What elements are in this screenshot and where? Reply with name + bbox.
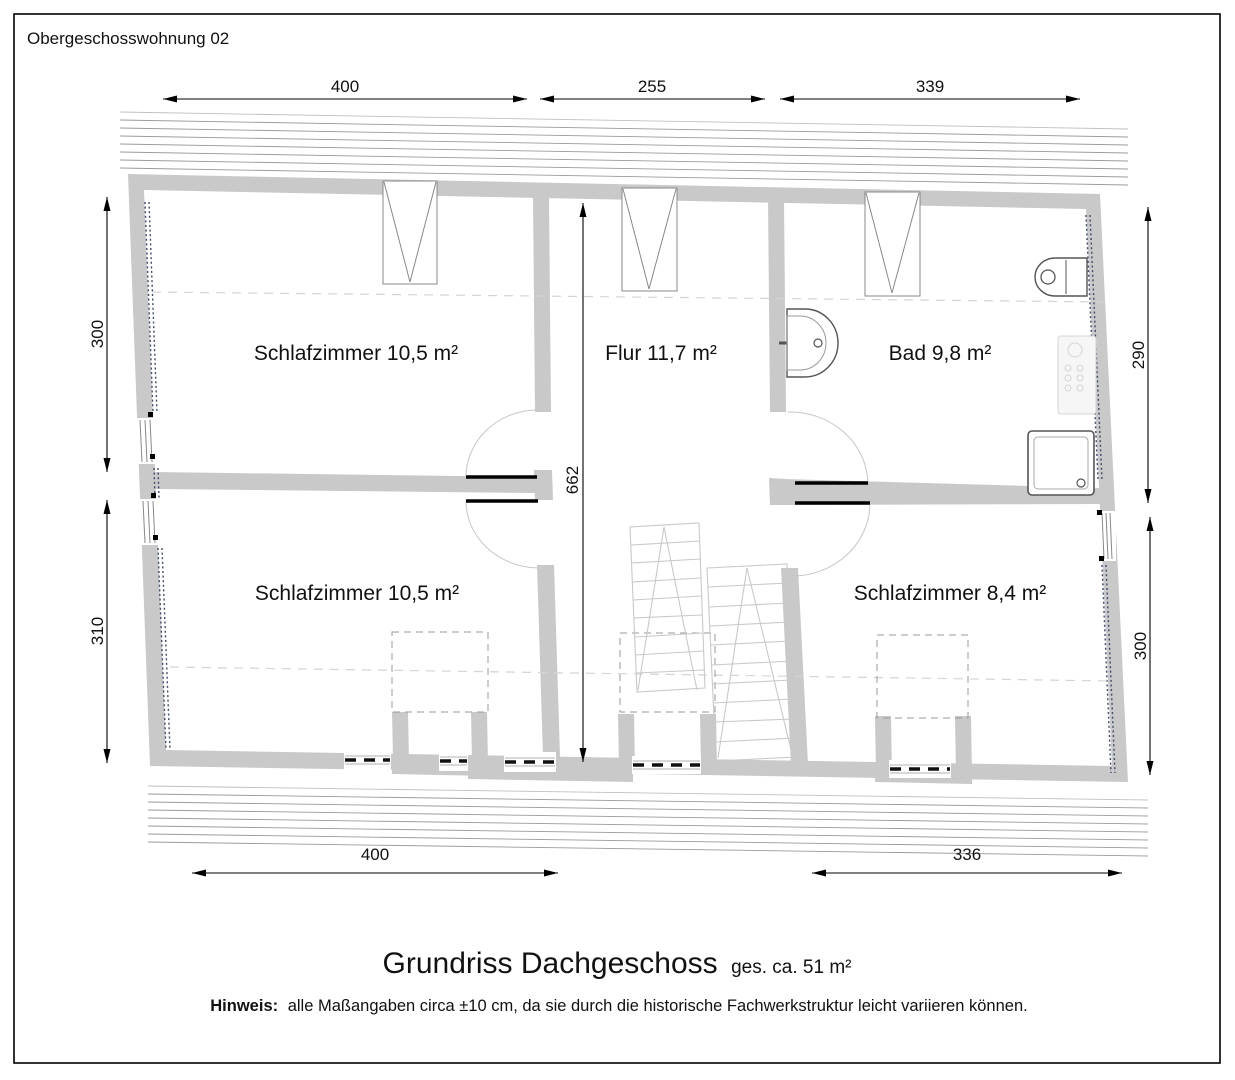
radiator-icon — [1058, 336, 1096, 414]
right-wall-window — [1097, 510, 1116, 561]
dormer-window-icon — [865, 192, 920, 296]
wall-hall-right-top — [768, 198, 786, 412]
dimension-value: 300 — [1131, 631, 1150, 661]
toilet-icon — [1035, 258, 1087, 296]
plan-note-label: Hinweis: — [210, 997, 279, 1015]
plan-note-text: alle Maßangaben circa ±10 cm, da sie durch die historische Fachwerkstruktur leicht variieren können. — [287, 997, 1028, 1015]
dormer-window-icon — [622, 188, 677, 291]
dimension-value: 300 — [88, 319, 107, 349]
plan-title-area: ges. ca. 51 m² — [731, 957, 852, 978]
room-label-bathroom: Bad 9,8 m² — [888, 342, 992, 365]
dimension-value: 339 — [915, 77, 945, 96]
dimension-value: 310 — [88, 616, 107, 646]
dimension-value: 290 — [1129, 340, 1148, 370]
dormer-window-icon — [383, 181, 437, 284]
shower-icon — [1028, 431, 1094, 495]
room-label-bedroom-top-left: Schlafzimmer 10,5 m² — [253, 342, 459, 365]
page-border — [14, 14, 1220, 1063]
room-label-bedroom-bottom-right: Schlafzimmer 8,4 m² — [853, 582, 1047, 605]
wall-junction-left — [534, 470, 553, 500]
dimension-value: 400 — [330, 77, 360, 96]
dimension-value: 400 — [360, 845, 390, 864]
wall-hall-left-top — [533, 197, 551, 412]
dimension-value: 255 — [637, 77, 667, 96]
plan-note — [210, 997, 1027, 1015]
room-label-hallway: Flur 11,7 m² — [605, 342, 717, 365]
room-label-bedroom-bottom-left: Schlafzimmer 10,5 m² — [254, 582, 460, 605]
wall-junction-right — [769, 478, 786, 505]
washbasin-icon — [779, 309, 838, 377]
drawing-title: Obergeschosswohnung 02 — [27, 29, 230, 48]
dimension-value: 662 — [563, 465, 582, 495]
dimension-value: 336 — [952, 845, 982, 864]
plan-title-main: Grundriss Dachgeschoss — [382, 947, 718, 980]
